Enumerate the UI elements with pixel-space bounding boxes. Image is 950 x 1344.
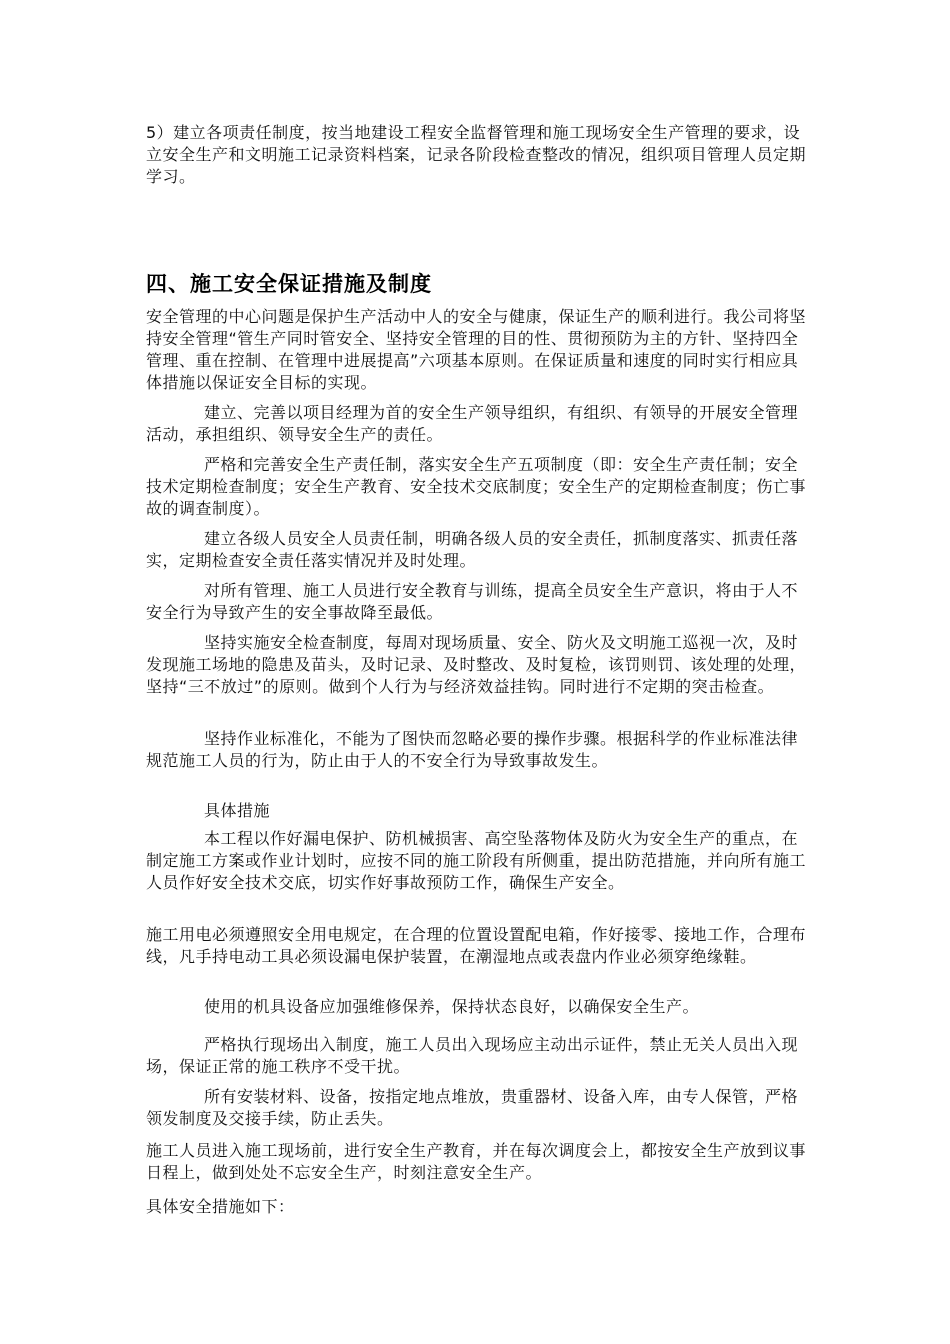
paragraph-materials-storage: 所有安装材料、设备，按指定地点堆放，贵重器材、设备入库，由专人保管，严格领发制度及交接手续，防止丢失。 <box>146 1087 799 1128</box>
paragraph-key-points: 本工程以作好漏电保护、防机械损害、高空坠落物体及防火为安全生产的重点，在制定施工方案或作业计划时，应按不同的施工阶段有所侧重，提出防范措施，并向所有施工人员作好安全技术交底，切实作好事故预防工作，确保生产安全。 <box>146 829 807 892</box>
paragraph-site-access: 严格执行现场出入制度，施工人员出入现场应主动出示证件，禁止无关人员出入现场，保证正常的施工秩序不受干扰。 <box>146 1035 799 1076</box>
paragraph-organization: 建立、完善以项目经理为首的安全生产领导组织，有组织、有领导的开展安全管理活动，承担组织、领导安全生产的责任。 <box>146 403 799 444</box>
paragraph-responsibility-system: 严格和完善安全生产责任制，落实安全生产五项制度（即：安全生产责任制；安全技术定期检查制度；安全生产教育、安全技术交底制度；安全生产的定期检查制度；伤亡事故的调查制度）。 <box>146 455 807 518</box>
subheading-specific-measures: 具体措施 <box>204 801 271 820</box>
paragraph-principles: 安全管理的中心问题是保护生产活动中人的安全与健康，保证生产的顺利进行。我公司将坚持安全管理“管生产同时管安全、坚持安全管理的目的性、贯彻预防为主的方针、坚持四全管理、重在控制、在管理中进展提高”六项基本原则。在保证质量和速度的同时实行相应具体措施以保证安全目标的实现。 <box>146 307 807 392</box>
paragraph-personnel-responsibility: 建立各级人员安全人员责任制，明确各级人员的安全责任，抓制度落实、抓责任落实，定期检查安全责任落实情况并及时处理。 <box>146 529 799 570</box>
paragraph-standardization: 坚持作业标准化，不能为了图快而忽略必要的操作步骤。根据科学的作业标准法律规范施工人员的行为，防止由于人的不安全行为导致事故发生。 <box>146 729 799 770</box>
paragraph-safety-education: 对所有管理、施工人员进行安全教育与训练，提高全员安全生产意识，将由于人不安全行为导致产生的安全事故降至最低。 <box>146 581 799 622</box>
paragraph-equipment-maintenance: 使用的机具设备应加强维修保养，保持状态良好，以确保安全生产。 <box>204 997 700 1016</box>
paragraph-measures-intro: 具体安全措施如下： <box>146 1197 295 1216</box>
paragraph-safety-briefing: 施工人员进入施工现场前，进行安全生产教育，并在每次调度会上，都按安全生产放到议事日程上，做到处处不忘安全生产，时刻注意安全生产。 <box>146 1141 807 1182</box>
section-title: 四、施工安全保证措施及制度 <box>146 272 432 296</box>
paragraph-safety-inspection: 坚持实施安全检查制度，每周对现场质量、安全、防火及文明施工巡视一次，及时发现施工场地的隐患及苗头，及时记录、及时整改、及时复检，该罚则罚、该处理的处理，坚持“三不放过”的原则。做到个人行为与经济效益挂钩。同时进行不定期的突击检查。 <box>146 633 807 696</box>
paragraph-electricity: 施工用电必须遵照安全用电规定，在合理的位置设置配电箱，作好接零、接地工作，合理布线，凡手持电动工具必须设漏电保护装置，在潮湿地点或表盘内作业必须穿绝缘鞋。 <box>146 925 807 966</box>
intro-item-paragraph: 5）建立各项责任制度，按当地建设工程安全监督管理和施工现场安全生产管理的要求，设立安全生产和文明施工记录资料档案，记录各阶段检查整改的情况，组织项目管理人员定期学习。 <box>146 123 807 186</box>
